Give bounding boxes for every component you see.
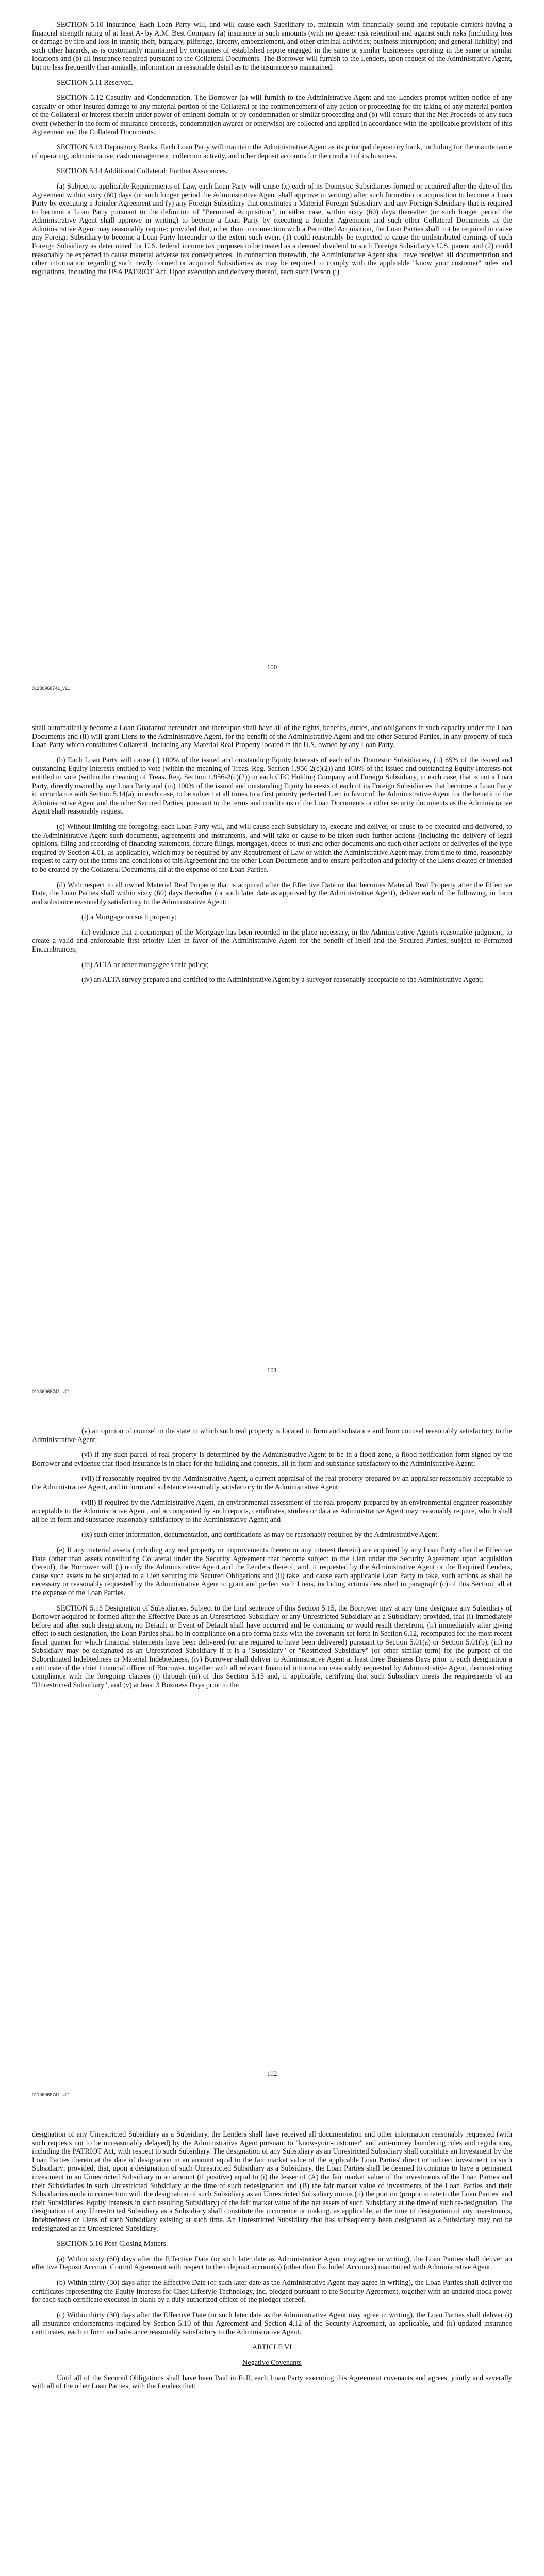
paragraph: (b) Each Loan Party will cause (i) 100% of the issued and outstanding Equity Interests of each of its Domestic Subsidiaries, (ii) 65% of the issued and outstanding Equity Interests entitled to vote (within the meaning of Treas. Reg. Section 1.956-2(c)(2)) and 100% of the issued and outstanding Equity Interests not entitled to vote (within the meaning of Treas. Reg. Section 1.956-2(c)(2)) in each CFC Holding Company and Foreign Subsidiary, in each case, that is not a Loan Party, directly owned by any Loan Party and (iii) 100% of the issued and outstanding Equity Interests of each of its Foreign Subsidiaries that becomes a Loan Party in accordance with Section 5.14(a), in each case, to be subject at all times to a first priority perfected Lien in favor of the Administrative Agent for the benefit of the Administrative Agent and the other Secured Parties, pursuant to the terms and conditions of the Loan Documents or other security documents as the Administrative Agent shall reasonably request. — [32, 756, 512, 816]
document-footer-code: 01136968741_v21 — [32, 686, 70, 691]
paragraph: SECTION 5.13 Depository Banks. Each Loan Party will maintain the Administrative Agent as its principal depository bank, including for the maintenance of operating, administrative, cash management, collection activity, and other deposit accounts for the conduct of its business. — [32, 143, 512, 160]
paragraph: SECTION 5.10 Insurance. Each Loan Party will, and will cause each Subsidiary to, maintain with financially sound and reputable carriers having a financial strength rating of at least A- by A.M. Best Company (a) insurance in such amounts (with no greater risk retention) and against such risks (including loss or damage by fire and loss in transit; theft, burglary, pilferage, larceny, embezzlement, and other criminal activities; business interruption; and general liability) and such other hazards, as is customarily maintained by companies of established repute engaged in the same or similar businesses operating in the same or similar locations and (b) all insurance required pursuant to the Collateral Documents. The Borrower will furnish to the Lenders, upon request of the Administrative Agent, but no less frequently than annually, information in reasonable detail as to the insurance so maintained. — [32, 21, 512, 72]
list-item: (vi) if any such parcel of real property is determined by the Administrative Agent to be in a flood zone, a flood notification form signed by the Borrower and evidence that flood insurance is in place for the building and contents, all in form and substance satisfactory to the Administrative Agent; — [32, 1451, 512, 1468]
article-title: Negative Covenants — [242, 2359, 302, 2367]
paragraph: SECTION 5.15 Designation of Subsidiaries. Subject to the final sentence of this Section 5.15, the Borrower may at any time designate any Subsidiary of Borrower acquired or formed after the Effective Date as an Unrestricted Subsidiary or any Unrestricted Subsidiary as a Subsidiary; provided, that (i) immediately before and after such designation, no Default or Event of Default shall have occurred and be continuing or would result therefrom, (ii) immediately after giving effect to such designation, the Loan Parties shall be in compliance on a pro forma basis with the covenants set forth in Section 6.12, recomputed for the most recent fiscal quarter for which financial statements have been delivered (or are required to have been delivered) pursuant to Section 5.01(a) or Section 5.01(b), (iii) no Subsidiary may be designated as an Unrestricted Subsidiary if it is a "Subsidiary" or "Restricted Subsidiary" (or other similar term) for the purpose of the Subordinated Indebtedness or Material Indebtedness, (iv) Borrower shall deliver to Administrative Agent at least three Business Days prior to such designation a certificate of the chief financial officer of Borrower, together with all relevant financial information reasonably requested by Administrative Agent, demonstrating compliance with the foregoing clauses (i) through (iii) of this Section 5.15 and, if applicable, certifying that such Subsidiary meets the requirements of an "Unrestricted Subsidiary", and (v) at least 3 Business Days prior to the — [32, 1604, 512, 1689]
list-item: (i) a Mortgage on such property; — [81, 913, 177, 922]
paragraph: Until all of the Secured Obligations shall have been Paid in Full, each Loan Party executing this Agreement covenants and agrees, jointly and severally with all of the other Loan Parties, with the Lenders that: — [32, 2374, 512, 2391]
page-body — [32, 2130, 512, 2398]
paragraph: SECTION 5.11 Reserved. — [57, 78, 133, 87]
paragraph: SECTION 5.12 Casualty and Condemnation. The Borrower (a) will furnish to the Administrative Agent and the Lenders prompt written notice of any casualty or other insured damage to any material portion of the Collateral or the commencement of any action or proceeding for the taking of any material portion of the Collateral or interest therein under power of eminent domain or by condemnation or similar proceeding and (b) will ensure that the Net Proceeds of any such event (whether in the form of insurance proceeds, condemnation awards or otherwise) are collected and applied in accordance with the applicable provisions of this Agreement and the Collateral Documents. — [32, 94, 512, 137]
paragraph: (a) Within sixty (60) days after the Effective Date (or such later date as Administrative Agent may agree in writing), the Loan Parties shall deliver an effective Deposit Account Control Agreement with respect to their deposit account(s) (other than Excluded Accounts) maintained with Administrative Agent. — [32, 2255, 512, 2272]
page-body — [32, 1427, 512, 1696]
page-number: 102 — [267, 2070, 277, 2077]
paragraph: SECTION 5.14 Additional Collateral; Further Assurances. — [57, 167, 228, 176]
document-footer-code: 01136968741_v21 — [32, 2092, 70, 2097]
list-item: (ii) evidence that a counterpart of the Mortgage has been recorded in the place necessary, in the Administrative Agent's reasonable judgment, to create a valid and enforceable first priority Lien in favor of the Administrative Agent for the benefit of itself and the Secured Parties, subject to Permitted Encumbrances; — [32, 928, 512, 954]
paragraph: (d) With respect to all owned Material Real Property that is acquired after the Effective Date or that becomes Material Real Property after the Effective Date, the Loan Parties shall within sixty (60) days thereafter (or such later date as approved by the Administrative Agent), deliver each of the following, in form and substance reasonably satisfactory to the Administrative Agent: — [32, 880, 512, 906]
page-number: 101 — [267, 1366, 277, 1374]
paragraph: (b) Within thirty (30) days after the Effective Date (or such later date as the Administrative Agent may agree in writing), the Loan Parties shall deliver the certificates representing the Equity Interests for Cheq Lifestyle Technology, Inc. pledged pursuant to the Security Agreement, together with an undated stock power for each such certificate executed in blank by a duly authorized officer of the pledgor thereof. — [32, 2278, 512, 2304]
paragraph: (e) If any material assets (including any real property or improvements thereto or any interest therein) are acquired by any Loan Party after the Effective Date (other than assets constituting Collateral under the Security Agreement that become subject to the Lien under the Security Agreement upon acquisition thereof), the Borrower will (i) notify the Administrative Agent and the Lenders thereof, and, if requested by the Administrative Agent or the Required Lenders, cause such assets to be subjected to a Lien securing the Secured Obligations and (ii) take, and cause each applicable Loan Party to take, such actions as shall be necessary or reasonably requested by the Administrative Agent to grant and perfect such Liens, including actions described in paragraph (c) of this Section, all at the expense of the Loan Parties. — [32, 1546, 512, 1597]
paragraph: shall automatically become a Loan Guarantor hereunder and thereupon shall have all of the rights, benefits, duties, and obligations in such capacity under the Loan Documents and (ii) will grant Liens to the Administrative Agent, for the benefit of the Administrative Agent and the other Secured Parties, in any property of such Loan Party which constitutes Collateral, including any Material Real Property located in the U.S. owned by any Loan Party. — [32, 724, 512, 750]
article-heading: ARTICLE VI — [252, 2343, 292, 2352]
list-item: (vii) if reasonably required by the Administrative Agent, a current appraisal of the real property prepared by an appraiser reasonably acceptable to the Administrative Agent, and in form and substance reasonably satisfactory to the Administrative Agent; — [32, 1475, 512, 1492]
document-page-101 — [0, 703, 544, 1406]
paragraph: (a) Subject to applicable Requirements of Law, each Loan Party will cause (x) each of its Domestic Subsidiaries formed or acquired after the date of this Agreement within sixty (60) days (or such longer period the Administrative Agent shall approve in writing) after such formation or acquisition to become a Loan Party by executing a Joinder Agreement and (y) any Foreign Subsidiary that constitutes a Material Foreign Subsidiary and any Foreign Subsidiary that is required to become a Loan Party pursuant to the definition of "Permitted Acquisition", in either case, within sixty (60) days thereafter (or such longer period the Administrative Agent shall approve in writing) to become a Loan Party by executing a Joinder Agreement and such other Collateral Documents as the Administrative Agent may reasonably require; provided that, other than in connection with a Permitted Acquisition, the Loan Parties shall not be required to cause any Foreign Subsidiary to become a Loan Party hereunder to the extent such event (1) could reasonably be expected to cause the undistributed earnings of such Foreign Subsidiary as determined for U.S. federal income tax purposes to be treated as a deemed dividend to such Foreign Subsidiary's U.S. parent and (2) could reasonably be expected to cause material adverse tax consequences. In connection therewith, the Administrative Agent shall have received all documentation and other information regarding such newly formed or acquired Subsidiaries as may be required to comply with the applicable "know your customer" rules and regulations, including the USA PATRIOT Act. Upon execution and delivery thereof, each such Person (i) — [32, 182, 512, 276]
list-item: (iv) an ALTA survey prepared and certified to the Administrative Agent by a surveyor reasonably acceptable to the Administrative Agent; — [81, 976, 483, 985]
list-item: (viii) if required by the Administrative Agent, an environmental assessment of the real property prepared by an environmental engineer reasonably acceptable to the Administrative Agent, and accompanied by such reports, certificates, studies or data as Administrative Agent may reasonably require, which shall all be in form and substance reasonably satisfactory to the Administrative Agent; and — [32, 1498, 512, 1524]
page-body — [32, 724, 512, 991]
paragraph: (c) Within thirty (30) days after the Effective Date (or such later date as the Administrative Agent may agree in writing), the Loan Parties shall deliver (i) all insurance endorsements required by Section 5.10 of this Agreement and Section 4.12 of the Security Agreement, as applicable, and (ii) updated insurance certificates, each in form and substance reasonably satisfactory to the Administrative Agent. — [32, 2311, 512, 2336]
document-footer-code: 01136968741_v21 — [32, 1389, 70, 1394]
list-item: (v) an opinion of counsel in the state in which such real property is located in form and substance and from counsel reasonably satisfactory to the Administrative Agent; — [32, 1427, 512, 1444]
paragraph: (c) Without limiting the foregoing, each Loan Party will, and will cause each Subsidiary to, execute and deliver, or cause to be executed and delivered, to the Administrative Agent such documents, agreements and instruments, and will take or cause to be taken such further actions (including the delivery of legal opinions, filing and recording of financing statements, fixture filings, mortgages, deeds of trust and other documents and such other actions or deliveries of the type required by Section 4.01, as applicable), which may be required by any Requirement of Law or which the Administrative Agent may, from time to time, reasonably request to carry out the terms and conditions of this Agreement and the other Loan Documents and to ensure perfection and priority of the Liens created or intended to be created by the Collateral Documents, all at the expense of the Loan Parties. — [32, 822, 512, 874]
document-page-103 — [0, 2110, 544, 2576]
page-body — [32, 21, 512, 283]
paragraph: SECTION 5.16 Post-Closing Matters. — [57, 2240, 168, 2248]
document-page-100 — [0, 0, 544, 703]
list-item: (iii) ALTA or other mortgagee's title policy; — [81, 960, 209, 969]
page-number: 100 — [267, 663, 277, 671]
document-page-102 — [0, 1406, 544, 2110]
list-item: (ix) such other information, documentation, and certifications as may be reasonably required by the Administrative Agent. — [81, 1531, 439, 1539]
paragraph: designation of any Unrestricted Subsidiary as a Subsidiary, the Lenders shall have received all documentation and other information reasonably requested (with such requests not to be unreasonably delayed) by the Administrative Agent pursuant to "know-your-customer" and anti-money laundering rules and regulations, including the PATRIOT Act, with respect to such Subsidiary. The designation of any Subsidiary as an Unrestricted Subsidiary shall constitute an Investment by the Loan Parties therein at the date of designation in an amount equal to the fair market value of the applicable Loan Parties' direct or indirect investment in such Subsidiary; provided, that, upon a designation of such Unrestricted Subsidiary as a Subsidiary, the Loan Parties shall be deemed to continue to have a permanent investment in an Unrestricted Subsidiary in an amount (if positive) equal to (i) the lesser of (A) the fair market value of the investments of the Loan Parties and their Subsidiaries in such Unrestricted Subsidiary at the time of such redesignation and (B) the fair market value of investments of the Loan Parties and their Subsidiaries made in connection with the designation of such Subsidiary as an Unrestricted Subsidiary minus (ii) the portion (proportionate to the Loan Parties' and their Subsidiaries' Equity Interests in such resulting Subsidiary) of the fair market value of the net assets of such Subsidiary at the time of such re-designation. The designation of any Unrestricted Subsidiary as a Subsidiary shall constitute the incurrence or making, as applicable, at the time of designation of any investments, Indebtedness or Liens of such Subsidiary existing at such time. An Unrestricted Subsidiary that has subsequently been designated as a Subsidiary may not be redesignated as an Unrestricted Subsidiary. — [32, 2130, 512, 2233]
